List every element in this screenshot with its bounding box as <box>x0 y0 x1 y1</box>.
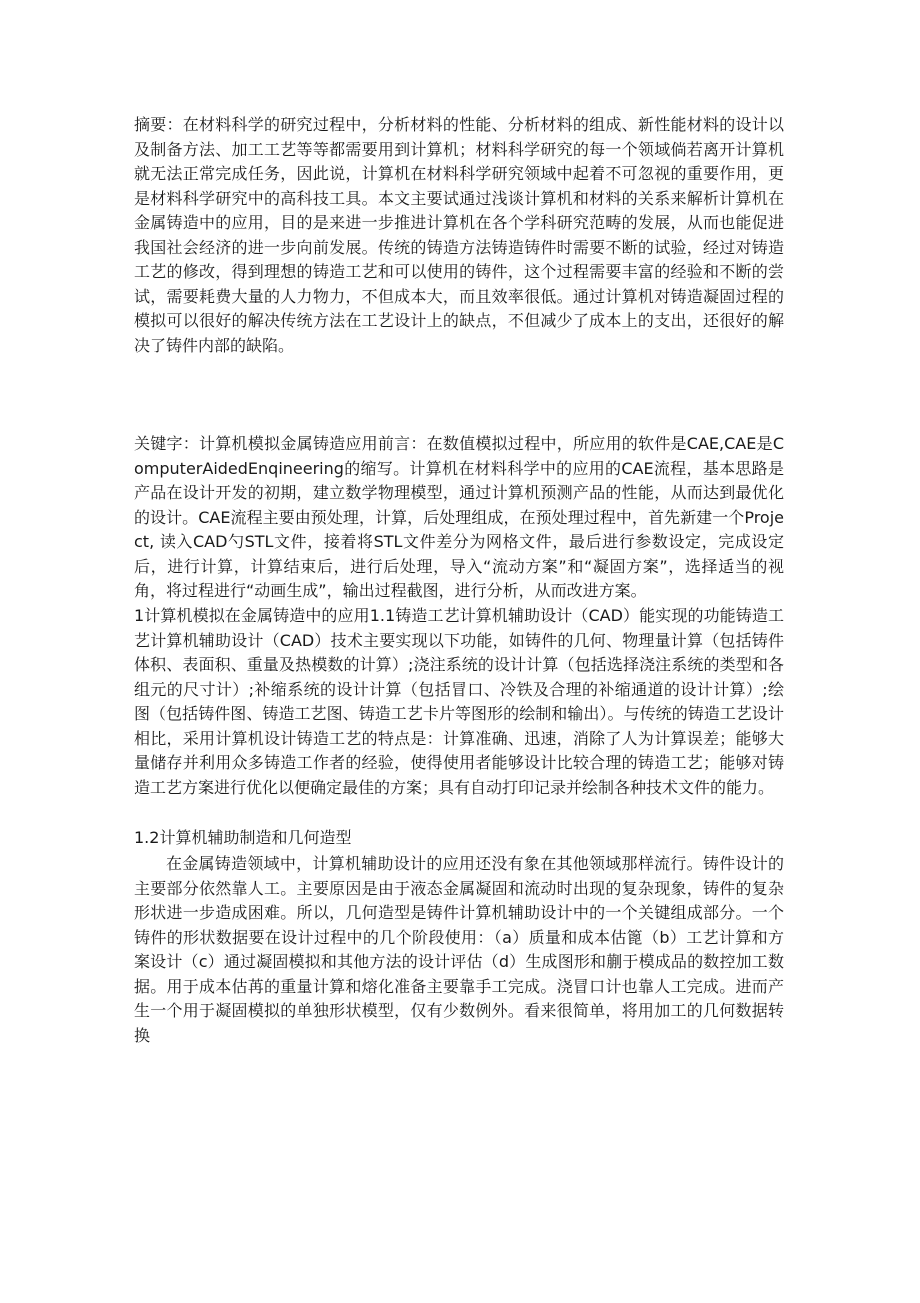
section-1-2-heading <box>134 826 784 850</box>
abstract-paragraph <box>134 113 784 358</box>
section-1-2-text: 在金属铸造领域中，计算机辅助设计的应用还没有象在其他领域那样流行。铸件设计的主要部分依然靠人工。主要原因是由于液态金属凝固和流动时出现的复杂现象，铸件的复杂形状进一步造成困难。所以，几何造型是铸件计算机辅助设计中的一个关键组成部分。一个铸件的形状数据要在设计过程中的几个阶段使用：（a）质量和成本估篦（b）工艺计算和方案设计（c）通过凝固模拟和其他方法的设计评估（d）生成图形和蒯于模成品的数控加工数据。用于成本估苒的重量计算和熔化准备主要靠手工完成。浇冒口计也靠人工完成。进而产生一个用于凝固模拟的单独形状模型，仅有少数例外。看来很简单，将用加工的几何数据转换 <box>134 854 784 1045</box>
keywords-paragraph <box>134 432 784 604</box>
section-1-paragraph <box>134 604 784 800</box>
keywords-text: 关键字：计算机模拟金属铸造应用前言：在数值模拟过程中，所应用的软件是CAE,CAE是ComputerAidedEnqineering的缩写。计算机在材料科学中的应用的CAE流程，基本思路是产品在设计开发的初期，建立数学物理模型，通过计算机预测产品的性能，从而达到最优化的设计。CAE流程主要由预处理，计算，后处理组成，在预处理过程中，首先新建一个Project, 读入CAD勺STL文件，接着将STL文件差分为网格文件，最后进行参数设定，完成设定后，进行计算，计算结束后，进行后处理，导入“流动方案”和“凝固方案”，选择适当的视角，将过程进行“动画生成”，输出过程截图，进行分析，从而改进方案。 <box>134 434 784 600</box>
abstract-text: 摘要：在材料科学的研究过程中，分析材料的性能、分析材料的组成、新性能材料的设计以及制备方法、加工工艺等等都需要用到计算机；材料科学研究的每一个领域倘若离开计算机就无法正常完成任务，因此说，计算机在材料科学研究领域中起着不可忽视的重要作用，更是材料科学研究中的高科技工具。本文主要试通过浅谈计算机和材料的关系来解析计算机在金属铸造中的应用，目的是来进一步推进计算机在各个学科研究范畴的发展，从而也能促进我国社会经济的进一步向前发展。传统的铸造方法铸造铸件时需要不断的试验，经过对铸造工艺的修改，得到理想的铸造工艺和可以使用的铸件，这个过程需要丰富的经验和不断的尝试，需要耗费大量的人力物力，不但成本大，而且效率很低。通过计算机对铸造凝固过程的模拟可以很好的解决传统方法在工艺设计上的缺点，不但减少了成本上的支出，还很好的解决了铸件内部的缺陷。 <box>134 115 784 355</box>
section-1-text: 1计算机模拟在金属铸造中的应用1.1铸造工艺计算机辅助设计（CAD）能实现的功能铸造工艺计算机辅助设计（CAD）技术主要实现以下功能，如铸件的几何、物理量计算（包括铸件体积、表面积、重量及热模数的计算）;浇注系统的设计计算（包括选择浇注系统的类型和各组元的尺寸计）;补缩系统的设计计算（包括冒口、冷铁及合理的补缩通道的设计计算）;绘图（包括铸件图、铸造工艺图、铸造工艺卡片等图形的绘制和输出）。与传统的铸造工艺设计相比，采用计算机设计铸造工艺的特点是：计算准确、迅速，消除了人为计算误差；能够大量储存并利用众多铸造工作者的经验，使得使用者能够设计比较合理的铸造工艺；能够对铸造工艺方案进行优化以便确定最佳的方案；具有自动打印记录并绘制各种技术文件的能力。 <box>134 606 784 797</box>
section-1-2-paragraph <box>134 852 784 1048</box>
section-1-2-heading-text: 1.2计算机辅助制造和几何造型 <box>134 828 352 847</box>
